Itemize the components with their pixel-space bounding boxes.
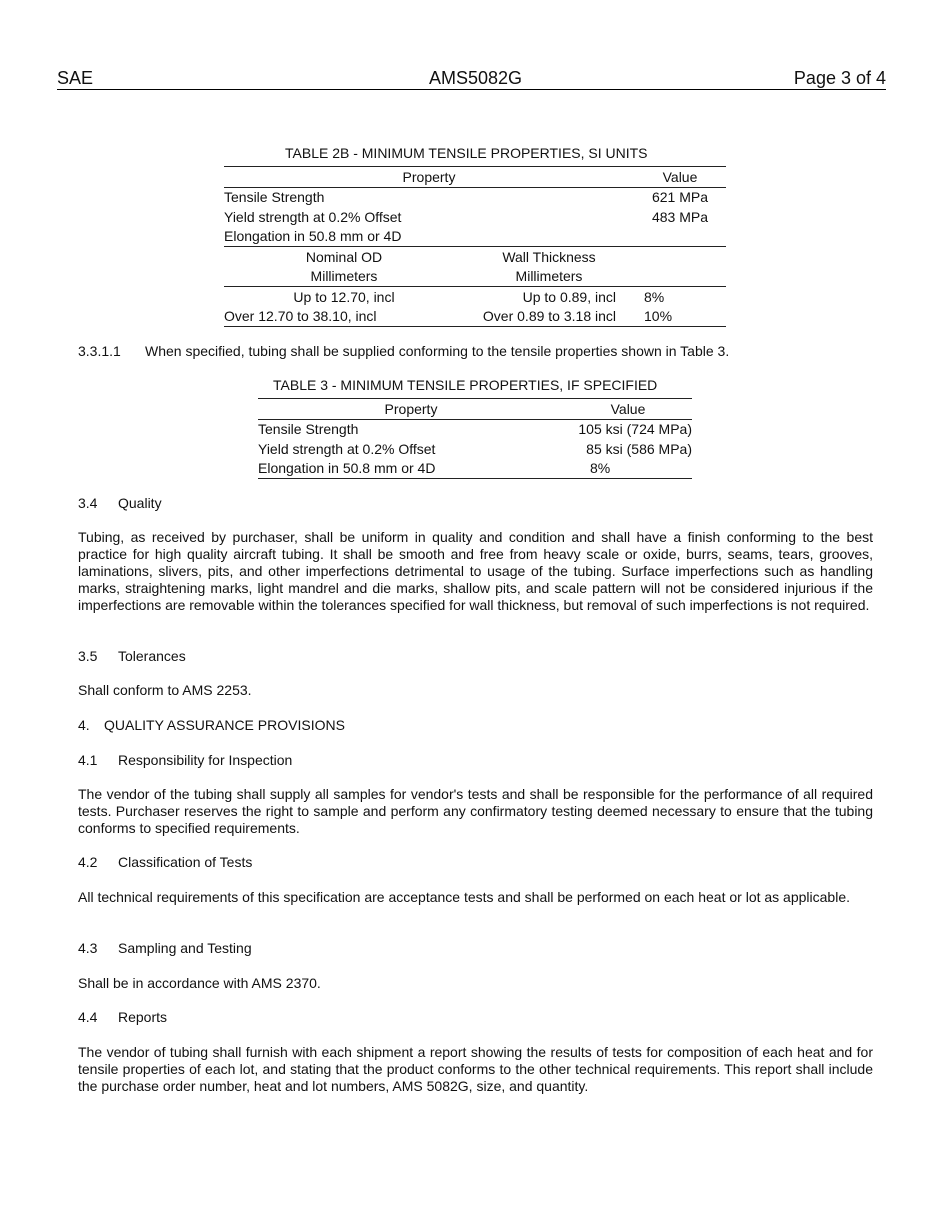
section-number: 3.4: [78, 495, 98, 511]
value-cell: 483 MPa: [651, 208, 709, 225]
property-cell: Elongation in 50.8 mm or 4D: [258, 460, 436, 477]
header-doc-id: AMS5082G: [429, 68, 523, 88]
section-number: 4.: [78, 717, 90, 733]
value-cell: 10%: [644, 308, 673, 325]
sub-header-row: [224, 267, 726, 287]
table-row: [258, 439, 692, 459]
heading-4-1: [78, 752, 292, 769]
section-number: 4.3: [78, 940, 98, 956]
sub-header-od: Nominal OD: [224, 247, 464, 267]
table-row: [224, 187, 726, 207]
table-row: [224, 207, 726, 227]
column-header-value: Value: [634, 167, 726, 188]
header-org: SAE: [57, 68, 94, 88]
value-cell: 8%: [644, 288, 665, 305]
paragraph-4-4: The vendor of tubing shall furnish with each shipment a report showing the results of tests for composition of each heat and for tensile properties of each lot, and stating that the product conforms to the other technical requirements. This report shall include the purchase order number, heat and lot numbers, AMS 5082G, size, and quantity.: [78, 1044, 873, 1094]
table-row: [258, 459, 692, 479]
paragraph-4-2: All technical requirements of this specification are acceptance tests and shall be performed on each heat or lot as applicable.: [78, 889, 850, 905]
column-header-value: Value: [564, 399, 692, 420]
section-number: 3.5: [78, 648, 98, 664]
sub-header-row: [224, 247, 726, 267]
sub-header-wall-unit: Millimeters: [464, 267, 634, 287]
paragraph-text: When specified, tubing shall be supplied conforming to the tensile properties shown in Table 3.: [145, 343, 730, 359]
paragraph-4-1: The vendor of the tubing shall supply all samples for vendor's tests and shall be responsible for the performance of all required tests. Purchaser reserves the right to sample and perform any confirmatory testing deemed necessary to ensure that the tubing conforms to specified requirements.: [78, 786, 873, 836]
value-cell: 8%: [590, 460, 611, 477]
section-title: Tolerances: [118, 648, 186, 664]
section-title: Quality: [118, 495, 162, 511]
table-2b: [224, 166, 726, 327]
paragraph-3-4: Tubing, as received by purchaser, shall be uniform in quality and condition and shall have a finish conforming to the best practice for high quality aircraft tubing. It shall be smooth and free from heavy scale or oxide, burrs, seams, tears, grooves, laminations, slivers, pits, and other imperfections detrimental to usage of the tubing. Surface imperfections such as handling marks, straightening marks, light mandrel and die marks, shallow pits, and scale pattern will not be considered injurious if the imperfections are removable within the tolerances specified for wall thickness, but removal of such imperfections is not required.: [78, 529, 873, 613]
section-title: Sampling and Testing: [118, 940, 252, 956]
property-cell: Yield strength at 0.2% Offset: [258, 440, 436, 457]
page-header: [57, 68, 886, 90]
value-cell: 621 MPa: [651, 189, 709, 206]
column-header-property: Property: [258, 399, 564, 420]
heading-3-5: [78, 648, 186, 665]
table-header-row: [258, 399, 692, 420]
value-cell: [634, 227, 726, 247]
value-cell: 105 ksi (724 MPa): [578, 421, 692, 438]
section-title: Classification of Tests: [118, 854, 253, 870]
heading-4-3: [78, 940, 252, 957]
wall-cell: Over 0.89 to 3.18 incl: [482, 308, 616, 325]
column-header-property: Property: [224, 167, 634, 188]
table-row: [258, 419, 692, 439]
section-number: 4.4: [78, 1009, 98, 1025]
value-cell: 85 ksi (586 MPa): [586, 440, 692, 457]
property-cell: Yield strength at 0.2% Offset: [224, 208, 402, 225]
property-cell: Tensile Strength: [224, 189, 325, 206]
paragraph-3-3-1-1: [78, 343, 729, 360]
paragraph-4-3: Shall be in accordance with AMS 2370.: [78, 975, 321, 991]
heading-4-2: [78, 854, 252, 871]
table-row: [224, 287, 726, 307]
property-cell: Elongation in 50.8 mm or 4D: [224, 228, 402, 245]
table-3-title: TABLE 3 - MINIMUM TENSILE PROPERTIES, IF SPECIFIED: [273, 377, 658, 393]
section-number: 4.2: [78, 854, 98, 870]
heading-4-4: [78, 1009, 167, 1026]
heading-3-4: [78, 495, 162, 512]
sub-header-od-unit: Millimeters: [224, 267, 464, 287]
sub-header-wall: Wall Thickness: [464, 247, 634, 267]
header-page-number: Page 3 of 4: [793, 68, 886, 88]
wall-cell: Up to 0.89, incl: [522, 288, 616, 305]
heading-4: [78, 717, 345, 734]
section-title: Responsibility for Inspection: [118, 752, 293, 768]
od-cell: Up to 12.70, incl: [293, 288, 395, 305]
section-number: 4.1: [78, 752, 98, 768]
table-header-row: [224, 167, 726, 188]
paragraph-3-5: Shall conform to AMS 2253.: [78, 682, 252, 698]
property-cell: Tensile Strength: [258, 421, 359, 438]
section-title: QUALITY ASSURANCE PROVISIONS: [104, 717, 345, 733]
od-cell: Over 12.70 to 38.10, incl: [224, 308, 377, 325]
section-title: Reports: [118, 1009, 168, 1025]
section-number: 3.3.1.1: [78, 343, 121, 359]
table-row: [224, 227, 726, 247]
table-2b-title: TABLE 2B - MINIMUM TENSILE PROPERTIES, SI UNITS: [285, 145, 648, 161]
table-3: [258, 398, 692, 479]
table-row: [224, 307, 726, 327]
